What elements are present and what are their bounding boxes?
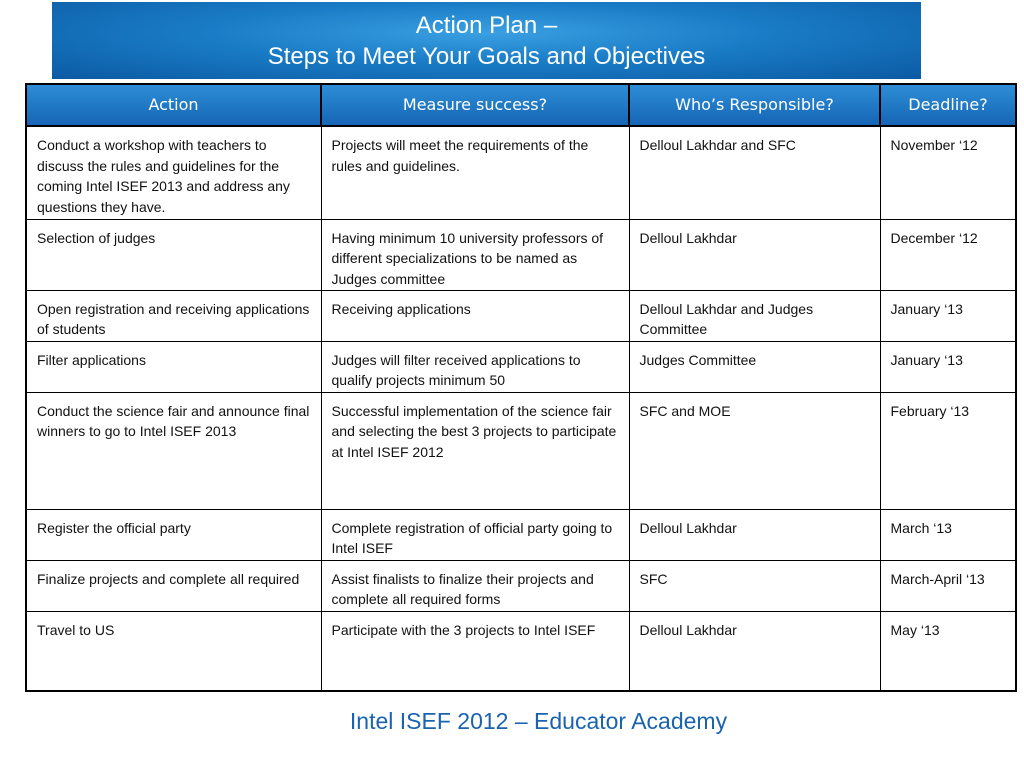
table-row [26,560,1016,611]
header-row [26,84,1016,126]
table-row [26,611,1016,691]
cell-measure: Participate with the 3 projects to Intel ISEF [321,611,629,691]
cell-responsible: SFC [629,560,880,611]
cell-responsible: Delloul Lakhdar and Judges Committee [629,290,880,341]
cell-measure: Complete registration of official party going to Intel ISEF [321,509,629,560]
table-row [26,509,1016,560]
cell-deadline: November ‘12 [880,126,1016,219]
cell-deadline: March-April ‘13 [880,560,1016,611]
table-row [26,290,1016,341]
header-deadline: Deadline? [880,84,1016,126]
cell-deadline: May ‘13 [880,611,1016,691]
table-row [26,219,1016,290]
cell-responsible: Delloul Lakhdar [629,509,880,560]
cell-responsible: Judges Committee [629,341,880,392]
header-measure-success: Measure success? [321,84,629,126]
cell-deadline: February ‘13 [880,392,1016,509]
cell-responsible: Delloul Lakhdar and SFC [629,126,880,219]
cell-measure: Receiving applications [321,290,629,341]
table-row [26,392,1016,509]
cell-action: Filter applications [26,341,321,392]
cell-deadline: March ‘13 [880,509,1016,560]
cell-measure: Projects will meet the requirements of the rules and guidelines. [321,126,629,219]
footer-text: Intel ISEF 2012 – Educator Academy [349,708,728,734]
table-row [26,341,1016,392]
cell-measure: Judges will filter received applications to qualify projects minimum 50 [321,341,629,392]
cell-measure: Having minimum 10 university professors of different specializations to be named as Judges committee [321,219,629,290]
cell-deadline: December ‘12 [880,219,1016,290]
title-line-1: Action Plan – [415,12,558,39]
cell-measure: Successful implementation of the science fair and selecting the best 3 projects to participate at Intel ISEF 2012 [321,392,629,509]
table-row [26,126,1016,219]
cell-responsible: Delloul Lakhdar [629,611,880,691]
cell-responsible: SFC and MOE [629,392,880,509]
action-plan-table [25,83,1017,692]
cell-action: Conduct a workshop with teachers to discuss the rules and guidelines for the coming Intel ISEF 2013 and address any questions they have. [26,126,321,219]
cell-action: Finalize projects and complete all required [26,560,321,611]
cell-action: Selection of judges [26,219,321,290]
title-banner [52,2,921,79]
header-responsible: Who’s Responsible? [629,84,880,126]
cell-deadline: January ‘13 [880,341,1016,392]
cell-measure: Assist finalists to finalize their projects and complete all required forms [321,560,629,611]
title-line-2: Steps to Meet Your Goals and Objectives [267,43,706,70]
cell-action: Travel to US [26,611,321,691]
action-plan-table-wrapper [25,83,1015,692]
cell-responsible: Delloul Lakhdar [629,219,880,290]
header-action: Action [26,84,321,126]
cell-deadline: January ‘13 [880,290,1016,341]
cell-action: Register the official party [26,509,321,560]
cell-action: Conduct the science fair and announce final winners to go to Intel ISEF 2013 [26,392,321,509]
cell-action: Open registration and receiving applications of students [26,290,321,341]
